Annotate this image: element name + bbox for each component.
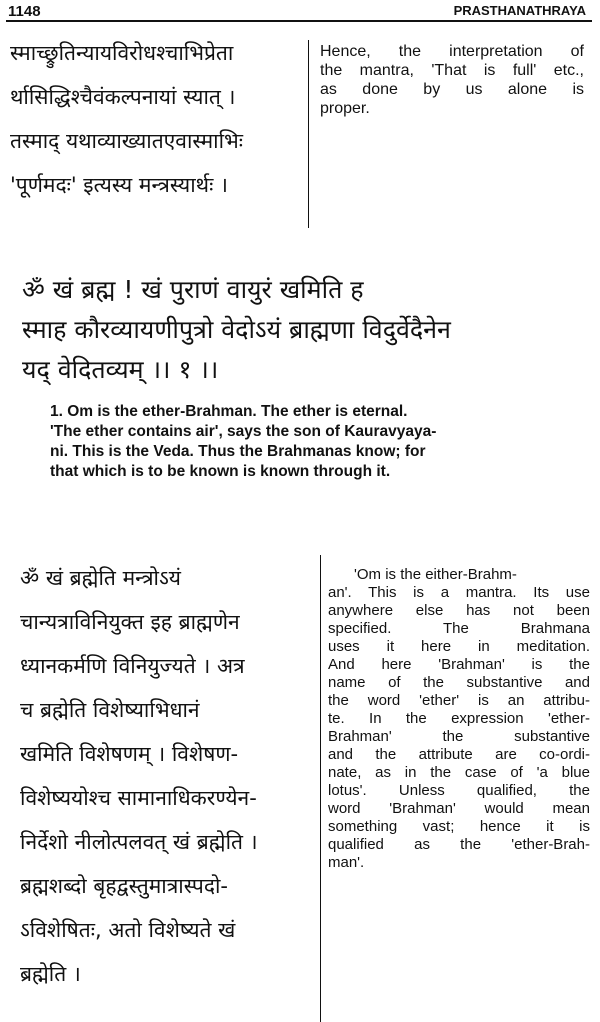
sanskrit-line: 'पूर्णमदः' इत्यस्य मन्त्रस्यार्थः । xyxy=(10,173,228,197)
english-line: qualified as the 'ether-Brah- xyxy=(328,836,590,853)
sanskrit-line: ब्रह्मशब्दो बृहद्वस्तुमात्रास्पदो- xyxy=(20,874,228,898)
mantra-translation xyxy=(50,402,590,482)
english-line: and the attribute are co-ordi- xyxy=(328,746,590,763)
bottom-sanskrit-column xyxy=(20,556,316,996)
translation-line: ni. This is the Veda. Thus the Brahmanas know; for xyxy=(50,443,426,460)
sanskrit-line: ध्यानकर्मणि विनियुज्यते । अत्र xyxy=(20,654,245,678)
english-line: proper. xyxy=(320,100,370,117)
page-number: 1148 xyxy=(8,3,41,20)
bottom-english-column xyxy=(328,566,590,872)
sanskrit-line: ऽविशेषितः, अतो विशेष्यते खं xyxy=(20,918,236,942)
sanskrit-line: ॐ खं ब्रह्मेति मन्त्रोऽयं xyxy=(20,566,181,590)
translation-line: that which is to be known is known through it. xyxy=(50,463,391,480)
translation-line: 'The ether contains air', says the son of Kauravyaya- xyxy=(50,423,437,440)
top-sanskrit-column xyxy=(10,42,306,218)
english-line: lotus'. Unless qualified, the xyxy=(328,782,590,799)
mantra-line: स्माह कौरव्यायणीपुत्रो वेदोऽयं ब्राह्मणा विदुर्वेदैनेन xyxy=(22,315,451,344)
sanskrit-line: चान्यत्राविनियुक्त इह ब्राह्मणेन xyxy=(20,610,240,634)
english-line: as done by us alone is xyxy=(320,81,584,98)
sanskrit-line: स्माच्छ्रुतिन्यायविरोधश्चाभिप्रेता xyxy=(10,41,234,65)
english-line: the word 'ether' is an attribu- xyxy=(328,692,590,709)
sanskrit-line: विशेष्ययोश्च सामानाधिकरण्येन- xyxy=(20,786,257,810)
sanskrit-line: निर्देशो नीलोत्पलवत् खं ब्रह्मेति । xyxy=(20,830,258,854)
translation-line: 1. Om is the ether-Brahman. The ether is eternal. xyxy=(50,403,408,420)
mantra-line: यद् वेदितव्यम् ।। १ ।। xyxy=(22,355,219,384)
english-line: word 'Brahman' would mean xyxy=(328,800,590,817)
column-divider xyxy=(308,40,309,228)
header-rule xyxy=(6,20,592,22)
english-line: name of the substantive and xyxy=(328,674,590,691)
top-english-column xyxy=(320,42,584,118)
page-header xyxy=(0,0,600,24)
english-line: nate, as in the case of 'a blue xyxy=(328,764,590,781)
sanskrit-line: तस्माद् यथाव्याख्यातएवास्माभिः xyxy=(10,129,244,153)
mantra-line: ॐ खं ब्रह्म ! खं पुराणं वायुरं खमिति ह xyxy=(22,275,364,304)
english-line: Hence, the interpretation of xyxy=(320,43,584,60)
sanskrit-line: र्थासिद्धिश्चैवंकल्पनायां स्यात् । xyxy=(10,85,236,109)
english-line: te. In the expression 'ether- xyxy=(328,710,590,727)
sanskrit-line: ब्रह्मेति । xyxy=(20,962,81,986)
english-line: And here 'Brahman' is the xyxy=(328,656,590,673)
english-line: uses it here in meditation. xyxy=(328,638,590,655)
english-line: something vast; hence it is xyxy=(328,818,590,835)
english-line: anywhere else has not been xyxy=(328,602,590,619)
english-line: Brahman' the substantive xyxy=(328,728,590,745)
english-line: specified. The Brahmana xyxy=(328,620,590,637)
column-divider xyxy=(320,555,321,1022)
sanskrit-line: च ब्रह्मेति विशेष्याभिधानं xyxy=(20,698,200,722)
sanskrit-line: खमिति विशेषणम् । विशेषण- xyxy=(20,742,239,766)
mantra-text xyxy=(22,270,592,390)
english-line: an'. This is a mantra. Its use xyxy=(328,584,590,601)
running-head: PRASTHANATHRAYA xyxy=(453,3,586,18)
english-line: man'. xyxy=(328,854,365,871)
english-line: 'Om is the either-Brahm- xyxy=(354,566,517,583)
english-line: the mantra, 'That is full' etc., xyxy=(320,62,584,79)
